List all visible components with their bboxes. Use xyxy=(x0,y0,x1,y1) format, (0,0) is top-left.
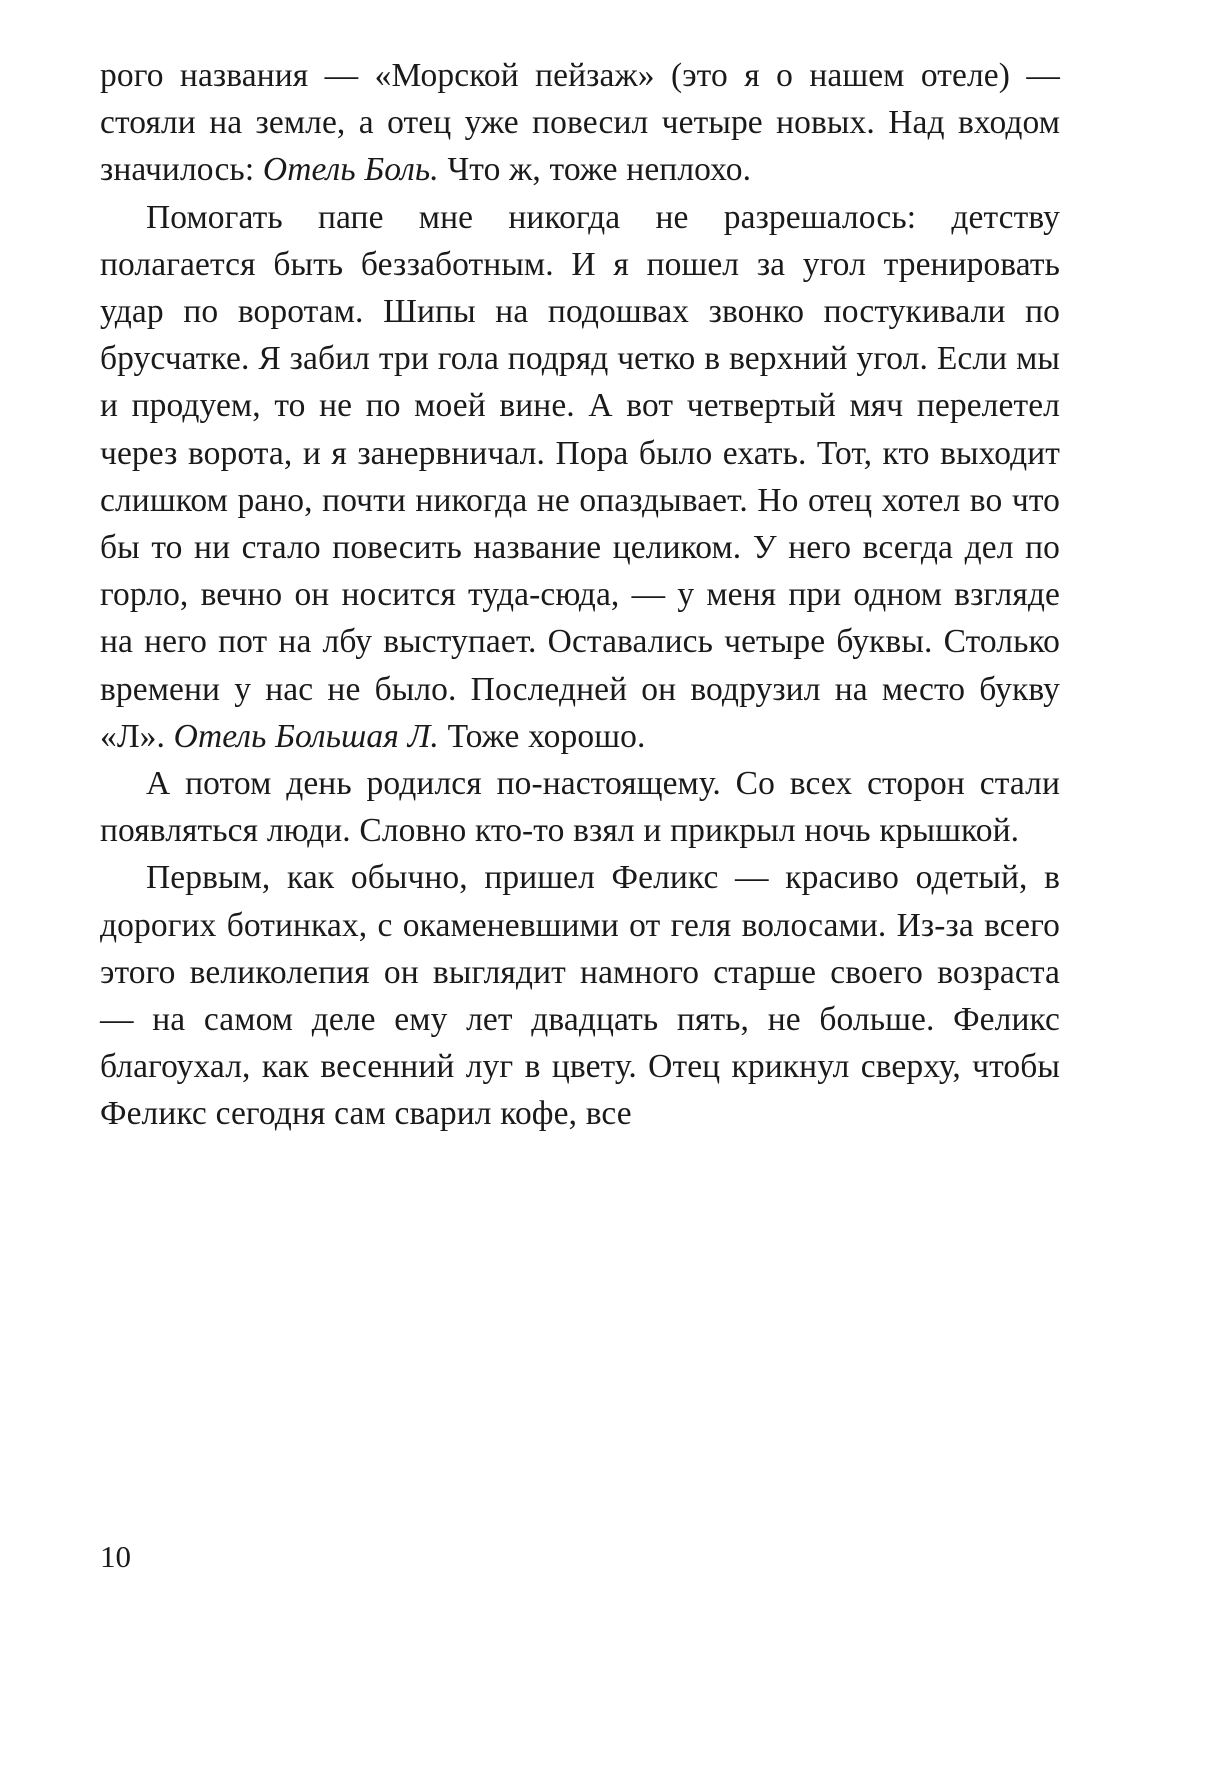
paragraph-4 xyxy=(100,854,1060,1137)
text-run-roman: А потом день родился по-настоящему. Со всех сторон стали появляться люди. Словно кто-то взял и прикрыл ночь крышкой. xyxy=(100,765,1060,850)
text-run-roman: Первым, как обычно, пришел Феликс — красиво одетый, в дорогих ботинках, с окаменевшими от геля волосами. Из-за всего этого великолепия он выглядит намного старше своего возраста — на самом деле ему лет двадцать пять, не больше. Феликс благоухал, как весенний луг в цвету. Отец крикнул сверху, чтобы Феликс сегодня сам сварил кофе, все xyxy=(100,859,1060,1133)
text-run-italic: Отель Боль. xyxy=(262,151,439,189)
text-run-italic: Отель Большая Л. xyxy=(173,717,439,755)
text-run-roman: Помогать папе мне никогда не разрешалось: детству полагается быть беззаботным. И я пошел за угол тренировать удар по воротам. Шипы на подошвах звонко постукивали по брусчатке. Я забил три гола подряд четко в верхний угол. Если мы и продуем, то не по моей вине. А вот четвертый мяч перелетел через ворота, и я занервничал. Пора было ехать. Тот, кто выходит слишком рано, почти никогда не опаздывает. Но отец хотел во что бы то ни стало повесить название целиком. У него всегда дел по горло, вечно он носится туда-сюда, — у меня при одном взгляде на него пот на лбу выступает. Оставались четыре буквы. Столько времени у нас не было. Последней он водрузил на место букву «Л». xyxy=(100,198,1060,755)
paragraph-3 xyxy=(100,760,1060,854)
paragraph-2 xyxy=(100,194,1060,760)
text-run-roman: Тоже хорошо. xyxy=(438,717,646,755)
page-number: 10 xyxy=(100,1539,131,1574)
body-text-column xyxy=(100,52,1060,1138)
text-run-roman: рого названия — «Морской пейзаж» (это я о нашем отеле) — стояли на земле, а отец уже повесил четыре новых. Над входом значилось: xyxy=(100,57,1060,189)
text-run-roman: Что ж, тоже неплохо. xyxy=(438,151,752,189)
paragraph-1 xyxy=(100,52,1060,194)
